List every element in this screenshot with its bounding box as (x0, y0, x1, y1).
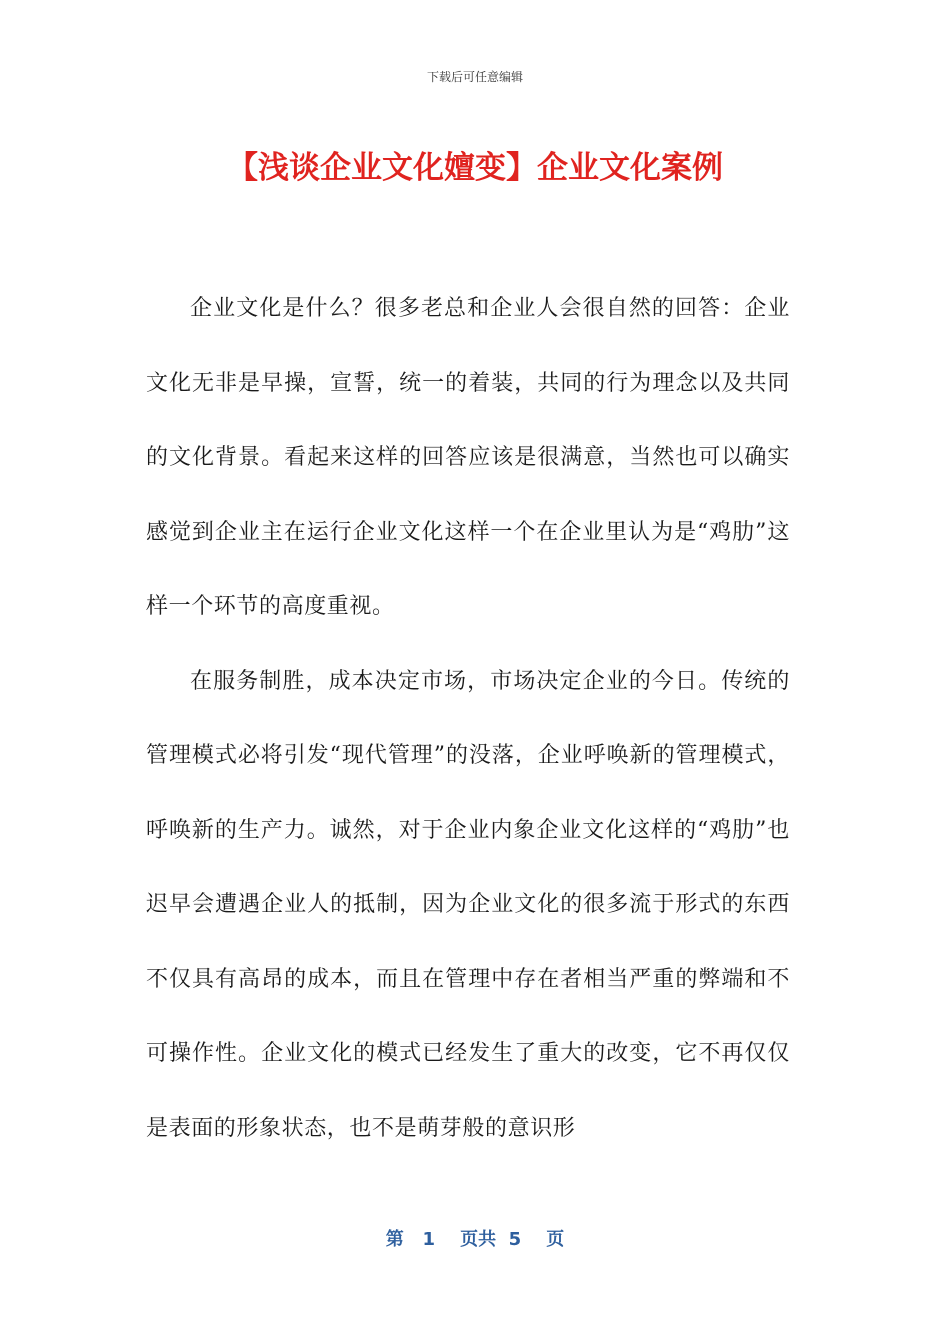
paragraph-1: 企业文化是什么？很多老总和企业人会很自然的回答：企业文化无非是早操，宣誓，统一的着装，共同的行为理念以及共同的文化背景。看起来这样的回答应该是很满意，当然也可以确实感觉到企业主在运行企业文化这样一个在企业里认为是“鸡肋”这样一个环节的高度重视。 (146, 296, 790, 619)
footer-middle: 页共 (460, 1229, 497, 1250)
current-page-number: 1 (422, 1229, 436, 1250)
total-pages-number: 5 (508, 1229, 522, 1250)
document-body (146, 272, 790, 1166)
document-title: 【浅谈企业文化嬗变】企业文化案例 (227, 150, 723, 186)
footer-suffix: 页 (546, 1229, 565, 1250)
header-note: 下载后可任意编辑 (426, 70, 523, 84)
page-footer (0, 1225, 950, 1251)
paragraph-2: 在服务制胜，成本决定市场，市场决定企业的今日。传统的管理模式必将引发“现代管理”的没落，企业呼唤新的管理模式，呼唤新的生产力。诚然，对于企业内象企业文化这样的“鸡肋”也迟早会遭遇企业人的抵制，因为企业文化的很多流于形式的东西不仅具有高昂的成本，而且在管理中存在者相当严重的弊端和不可操作性。企业文化的模式已经发生了重大的改变，它不再仅仅是表面的形象状态，也不是萌芽般的意识形 (146, 668, 790, 1141)
footer-prefix: 第 (385, 1229, 404, 1250)
